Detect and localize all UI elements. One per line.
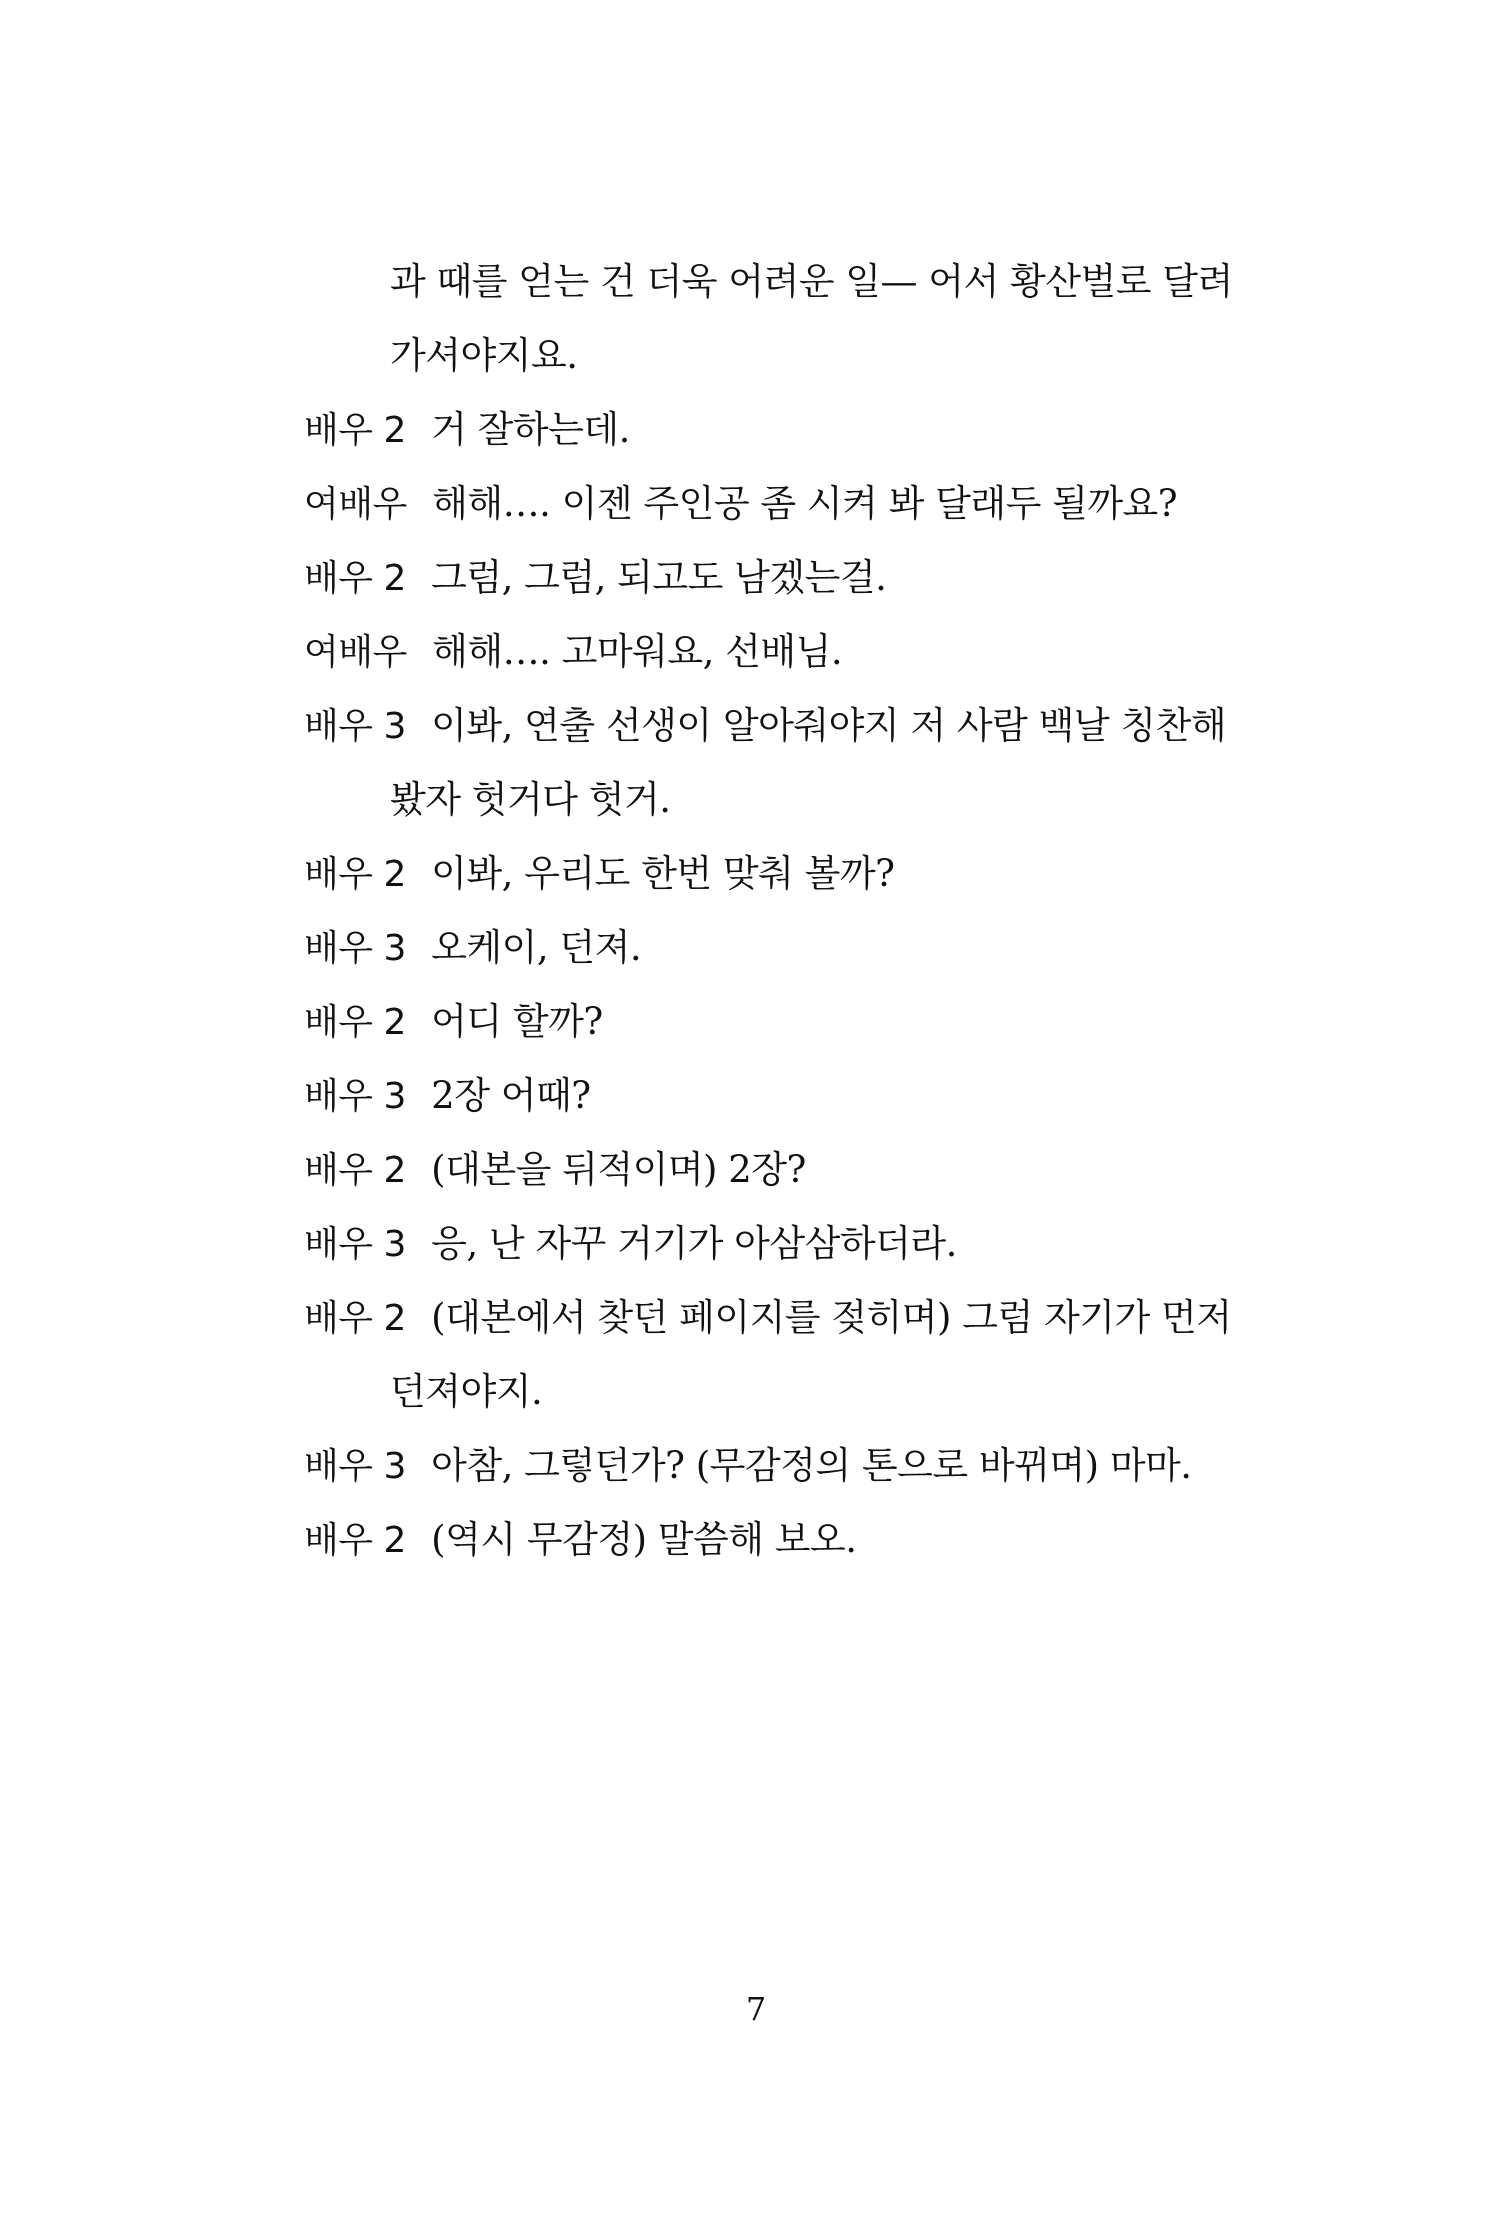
speaker-name: 배우 2 (304, 558, 406, 599)
dialogue-line (304, 985, 1244, 1059)
speaker-name: 배우 3 (304, 1076, 406, 1117)
dialogue-text: 과 때를 얻는 건 더욱 어려운 일— 어서 황산벌로 달려 (390, 260, 1233, 303)
script-body (304, 245, 1244, 1577)
speaker-name: 배우 2 (304, 854, 406, 895)
speaker-name: 배우 2 (304, 1298, 406, 1339)
dialogue-line (304, 1133, 1244, 1207)
speaker-name: 배우 2 (304, 1520, 406, 1561)
dialogue-line (304, 393, 1244, 467)
dialogue-text: 이봐, 우리도 한번 맞춰 볼까? (431, 852, 895, 895)
dialogue-text: 가셔야지요. (390, 334, 578, 377)
dialogue-text: 해해…. 고마워요, 선배님. (432, 630, 843, 673)
speaker-name: 배우 2 (304, 1002, 406, 1043)
dialogue-text: 이봐, 연출 선생이 알아줘야지 저 사람 백날 칭찬해 (431, 704, 1227, 747)
dialogue-text: 그럼, 그럼, 되고도 남겠는걸. (431, 556, 887, 599)
dialogue-line-continuation (304, 319, 1244, 393)
speaker-name: 배우 3 (304, 706, 406, 747)
dialogue-line (304, 1429, 1244, 1503)
speaker-name: 여배우 (304, 484, 407, 525)
dialogue-line (304, 911, 1244, 985)
dialogue-line (304, 615, 1244, 689)
speaker-name: 배우 3 (304, 1224, 406, 1265)
dialogue-line (304, 1059, 1244, 1133)
dialogue-line (304, 1281, 1244, 1355)
dialogue-line-continuation (304, 763, 1244, 837)
dialogue-line (304, 1503, 1244, 1577)
dialogue-text: 2장 어때? (431, 1074, 591, 1117)
dialogue-text: 어디 할까? (431, 1000, 603, 1043)
dialogue-text: (대본을 뒤적이며) 2장? (431, 1148, 806, 1191)
dialogue-text: 응, 난 자꾸 거기가 아삼삼하더라. (431, 1222, 957, 1265)
dialogue-line (304, 1207, 1244, 1281)
speaker-name: 배우 2 (304, 1150, 406, 1191)
speaker-name: 배우 3 (304, 1446, 406, 1487)
dialogue-text: 던져야지. (390, 1370, 543, 1413)
dialogue-text: 거 잘하는데. (431, 408, 630, 451)
dialogue-text: 아참, 그렇던가? (무감정의 톤으로 바뀌며) 마마. (431, 1444, 1192, 1487)
dialogue-text: (역시 무감정) 말씀해 보오. (431, 1518, 857, 1561)
speaker-name: 여배우 (304, 632, 407, 673)
dialogue-text: (대본에서 찾던 페이지를 젖히며) 그럼 자기가 먼저 (431, 1296, 1232, 1339)
dialogue-text: 봤자 헛거다 헛거. (390, 778, 671, 821)
page-number: 7 (745, 1990, 767, 2028)
dialogue-line (304, 689, 1244, 763)
dialogue-line-continuation (304, 245, 1244, 319)
dialogue-line (304, 541, 1244, 615)
dialogue-text: 오케이, 던져. (431, 926, 642, 969)
speaker-name: 배우 3 (304, 928, 406, 969)
dialogue-text: 해해…. 이젠 주인공 좀 시켜 봐 달래두 될까요? (432, 482, 1178, 525)
dialogue-line (304, 837, 1244, 911)
dialogue-line (304, 467, 1244, 541)
dialogue-line-continuation (304, 1355, 1244, 1429)
speaker-name: 배우 2 (304, 410, 406, 451)
